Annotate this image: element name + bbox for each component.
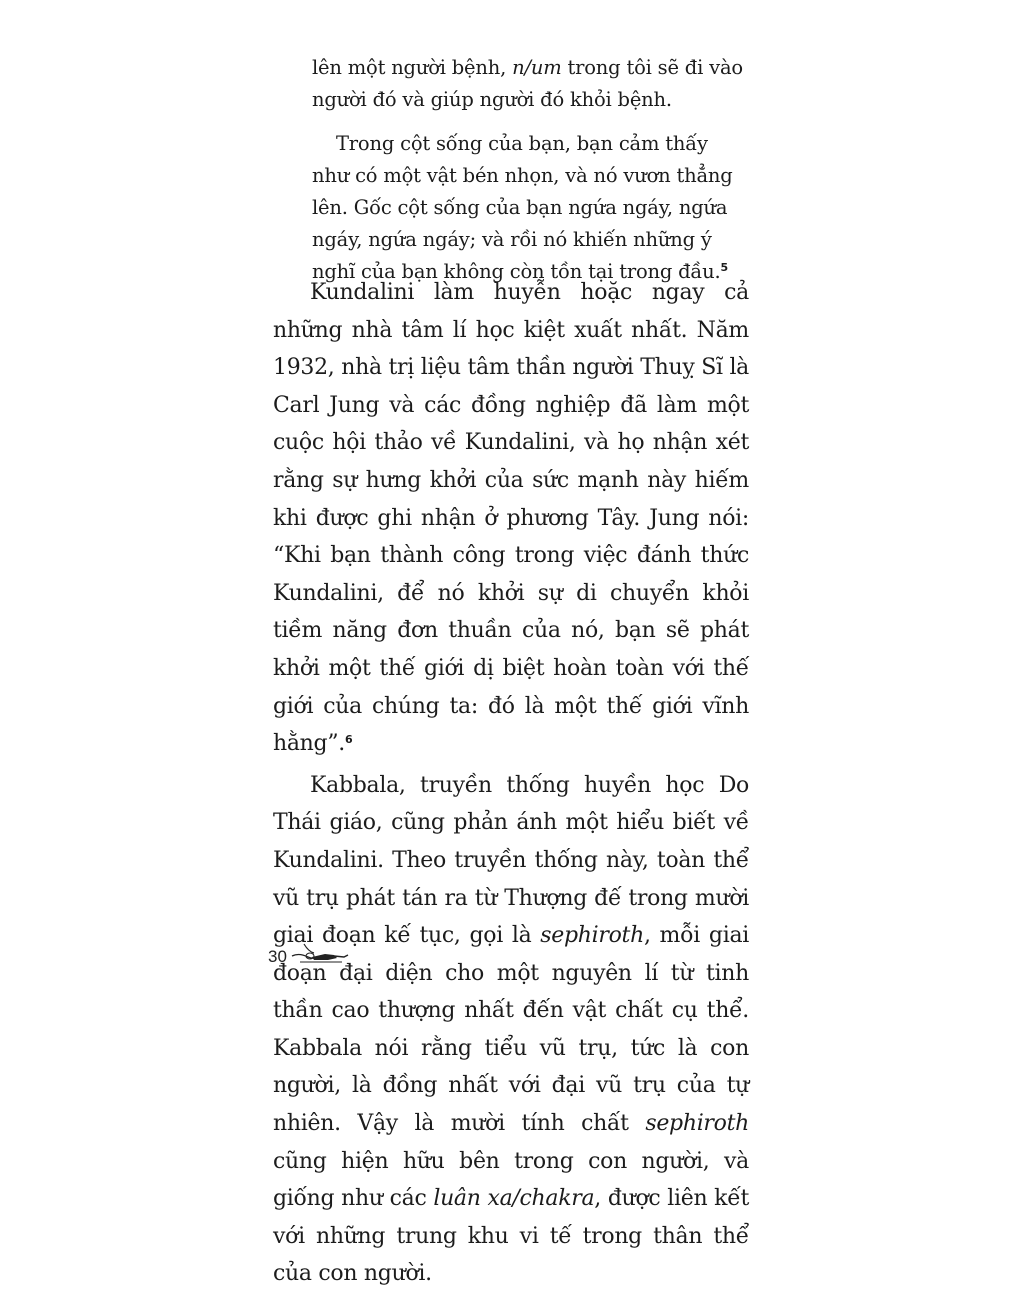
- body-paragraph-2: [273, 767, 749, 1293]
- quote-paragraph-1: [312, 52, 746, 116]
- footnote-marker: 6: [344, 733, 353, 747]
- quote-text: Trong cột sống của bạn, bạn cảm thấy như có một vật bén nhọn, và nó vươn thẳng lên. Gốc cột sống của bạn ngứa ngáy, ngứa ngáy, ngứa ngáy; và rồi nó khiến những ý nghĩ của bạn không còn tồn tại trong đầu.: [312, 132, 733, 283]
- page-number: 30: [268, 947, 287, 966]
- body-paragraph-1: [273, 274, 749, 763]
- quote-text: lên một người bệnh,: [312, 56, 513, 79]
- quote-italic-term: n/um: [512, 56, 562, 79]
- page-footer: [268, 944, 350, 970]
- paragraph-text: Kundalini làm huyễn hoặc ngay cả những nhà tâm lí học kiệt xuất nhất. Năm 1932, nhà trị liệu tâm thần người Thuỵ Sĩ là Carl Jung và các đồng nghiệp đã làm một cuộc hội thảo về Kundalini, và họ nhận xét rằng sự hưng khởi của sức mạnh này hiếm khi được ghi nhận ở phương Tây. Jung nói: “Khi bạn thành công trong việc đánh thức Kundalini, để nó khởi sự di chuyển khỏi tiềm năng đơn thuần của nó, bạn sẽ phát khởi một thế giới dị biệt hoàn toàn với thế giới của chúng ta: đó là một thế giới vĩnh hằng”.: [273, 280, 749, 757]
- body-text: [273, 274, 749, 1293]
- paragraph-text: Kabbala, truyền thống huyền học Do Thái giáo, cũng phản ánh một hiểu biết về Kundalini. Theo truyền thống này, toàn thể vũ trụ phát tán ra từ Thượng đế trong mười giai đoạn kế tục, gọi là: [273, 772, 749, 949]
- paragraph-text: , mỗi giai đoạn đại diện cho một nguyên lí từ tinh thần cao thượng nhất đến vật chất cụ thể. Kabbala nói rằng tiểu vũ trụ, tức là con người, là đồng nhất với đại vũ trụ của tự nhiên. Vậy là mười tính chất: [273, 923, 749, 1137]
- quote-text: trong tôi sẽ đi vào người đó và giúp người đó khỏi bệnh.: [312, 56, 743, 111]
- reclining-figure-icon: [290, 940, 350, 970]
- footnote-marker: 5: [720, 261, 728, 274]
- italic-term: sephiroth: [540, 923, 644, 949]
- italic-term: sephiroth: [645, 1111, 749, 1137]
- block-quote: [312, 52, 746, 288]
- paragraph-text: , được liên kết với những trung khu vi tế trong thân thể của con người.: [273, 1186, 749, 1287]
- paragraph-text: cũng hiện hữu bên trong con người, và giống như các: [273, 1148, 749, 1212]
- italic-term: luân xa/chakra: [433, 1186, 595, 1212]
- quote-paragraph-2: [312, 128, 746, 288]
